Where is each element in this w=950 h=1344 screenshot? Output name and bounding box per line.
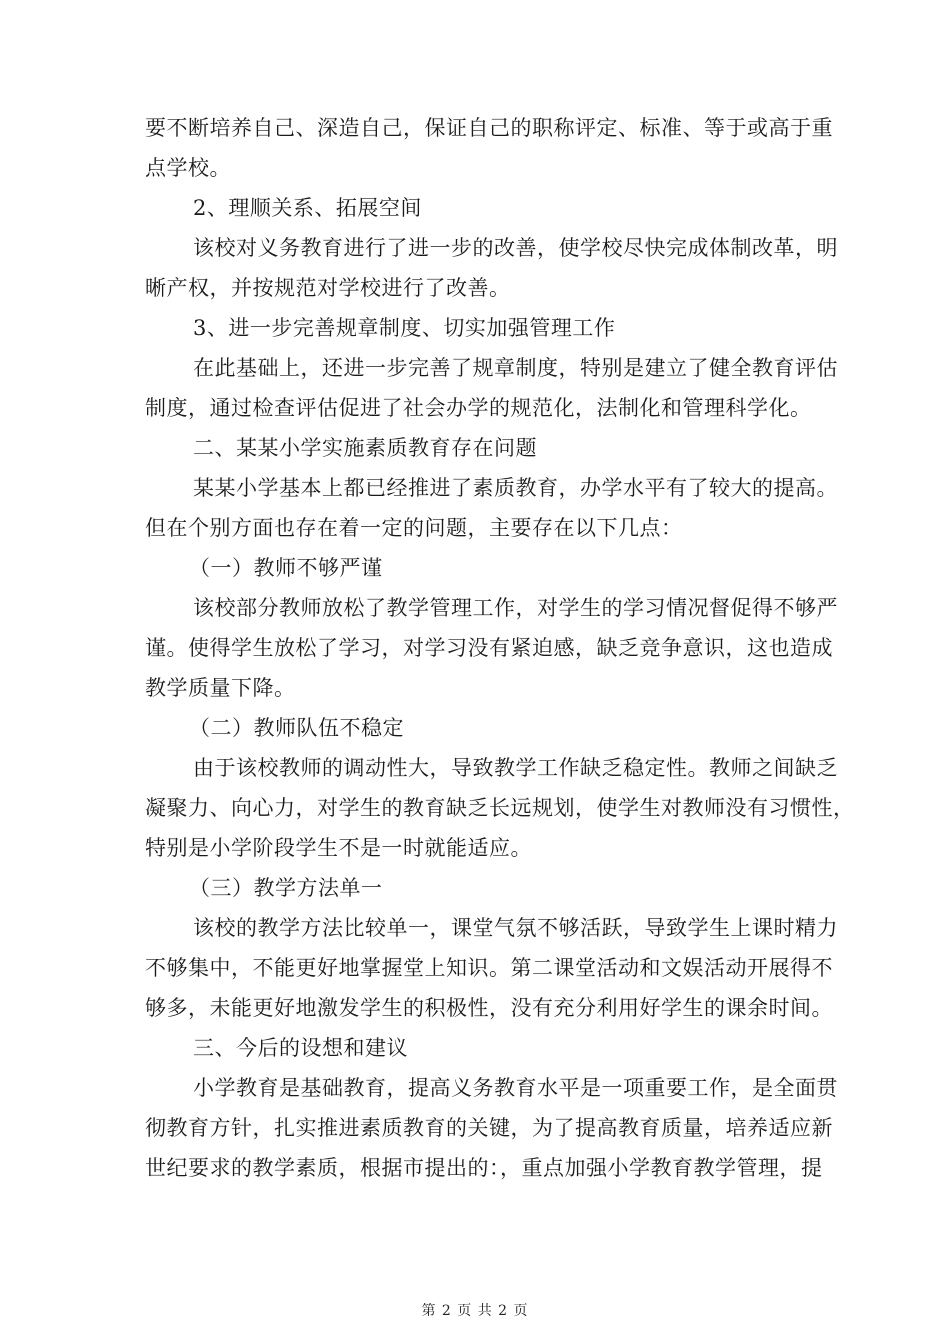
section-heading: 2、理顺关系、拓展空间 (193, 196, 422, 220)
body-text-line: 在此基础上，还进一步完善了规章制度，特别是建立了健全教育评估 (193, 356, 838, 380)
body-text-line: 彻教育方针，扎实推进素质教育的关键，为了提高教育质量，培养适应新 (145, 1116, 833, 1140)
section-heading: 三、今后的设想和建议 (193, 1036, 408, 1060)
page-footer: 第 2 页 共 2 页 (421, 1303, 529, 1319)
body-text-line: 谨。使得学生放松了学习，对学习没有紧迫感，缺乏竞争意识，这也造成 (145, 636, 833, 660)
body-text-line: 教学质量下降。 (145, 676, 296, 700)
body-text-line: 该校对义务教育进行了进一步的改善，使学校尽快完成体制改革，明 (193, 236, 838, 260)
document-body (145, 108, 855, 1188)
body-text-line: 点学校。 (145, 156, 231, 180)
subsection-heading: （三）教学方法单一 (189, 876, 383, 900)
body-text-line: 由于该校教师的调动性大，导致教学工作缺乏稳定性。教师之间缺乏 (193, 756, 838, 780)
body-text-line: 该校部分教师放松了教学管理工作，对学生的学习情况督促得不够严 (193, 596, 838, 620)
body-text-line: 特别是小学阶段学生不是一时就能适应。 (145, 836, 532, 860)
body-text-line: 但在个别方面也存在着一定的问题，主要存在以下几点： (145, 516, 683, 540)
body-text-line: 晰产权，并按规范对学校进行了改善。 (145, 276, 511, 300)
section-heading: 3、进一步完善规章制度、切实加强管理工作 (193, 316, 616, 340)
body-text-line: 世纪要求的教学素质，根据市提出的：，重点加强小学教育教学管理，提 (145, 1156, 823, 1180)
subsection-heading: （二）教师队伍不稳定 (189, 716, 404, 740)
section-heading: 二、某某小学实施素质教育存在问题 (193, 436, 537, 460)
subsection-heading: （一）教师不够严谨 (189, 556, 383, 580)
body-text-line: 凝聚力、向心力，对学生的教育缺乏长远规划，使学生对教师没有习惯性， (145, 796, 855, 820)
body-text-line: 制度，通过检查评估促进了社会办学的规范化，法制化和管理科学化。 (145, 396, 812, 420)
body-text-line: 小学教育是基础教育，提高义务教育水平是一项重要工作，是全面贯 (193, 1076, 838, 1100)
body-text-line: 某某小学基本上都已经推进了素质教育，办学水平有了较大的提高。 (193, 476, 838, 500)
body-text-line: 该校的教学方法比较单一，课堂气氛不够活跃，导致学生上课时精力 (193, 916, 838, 940)
body-text-line: 够多，未能更好地激发学生的积极性，没有充分利用好学生的课余时间。 (145, 996, 833, 1020)
body-text-line: 要不断培养自己、深造自己，保证自己的职称评定、标准、等于或高于重 (145, 116, 833, 140)
body-text-line: 不够集中，不能更好地掌握堂上知识。第二课堂活动和文娱活动开展得不 (145, 956, 833, 980)
